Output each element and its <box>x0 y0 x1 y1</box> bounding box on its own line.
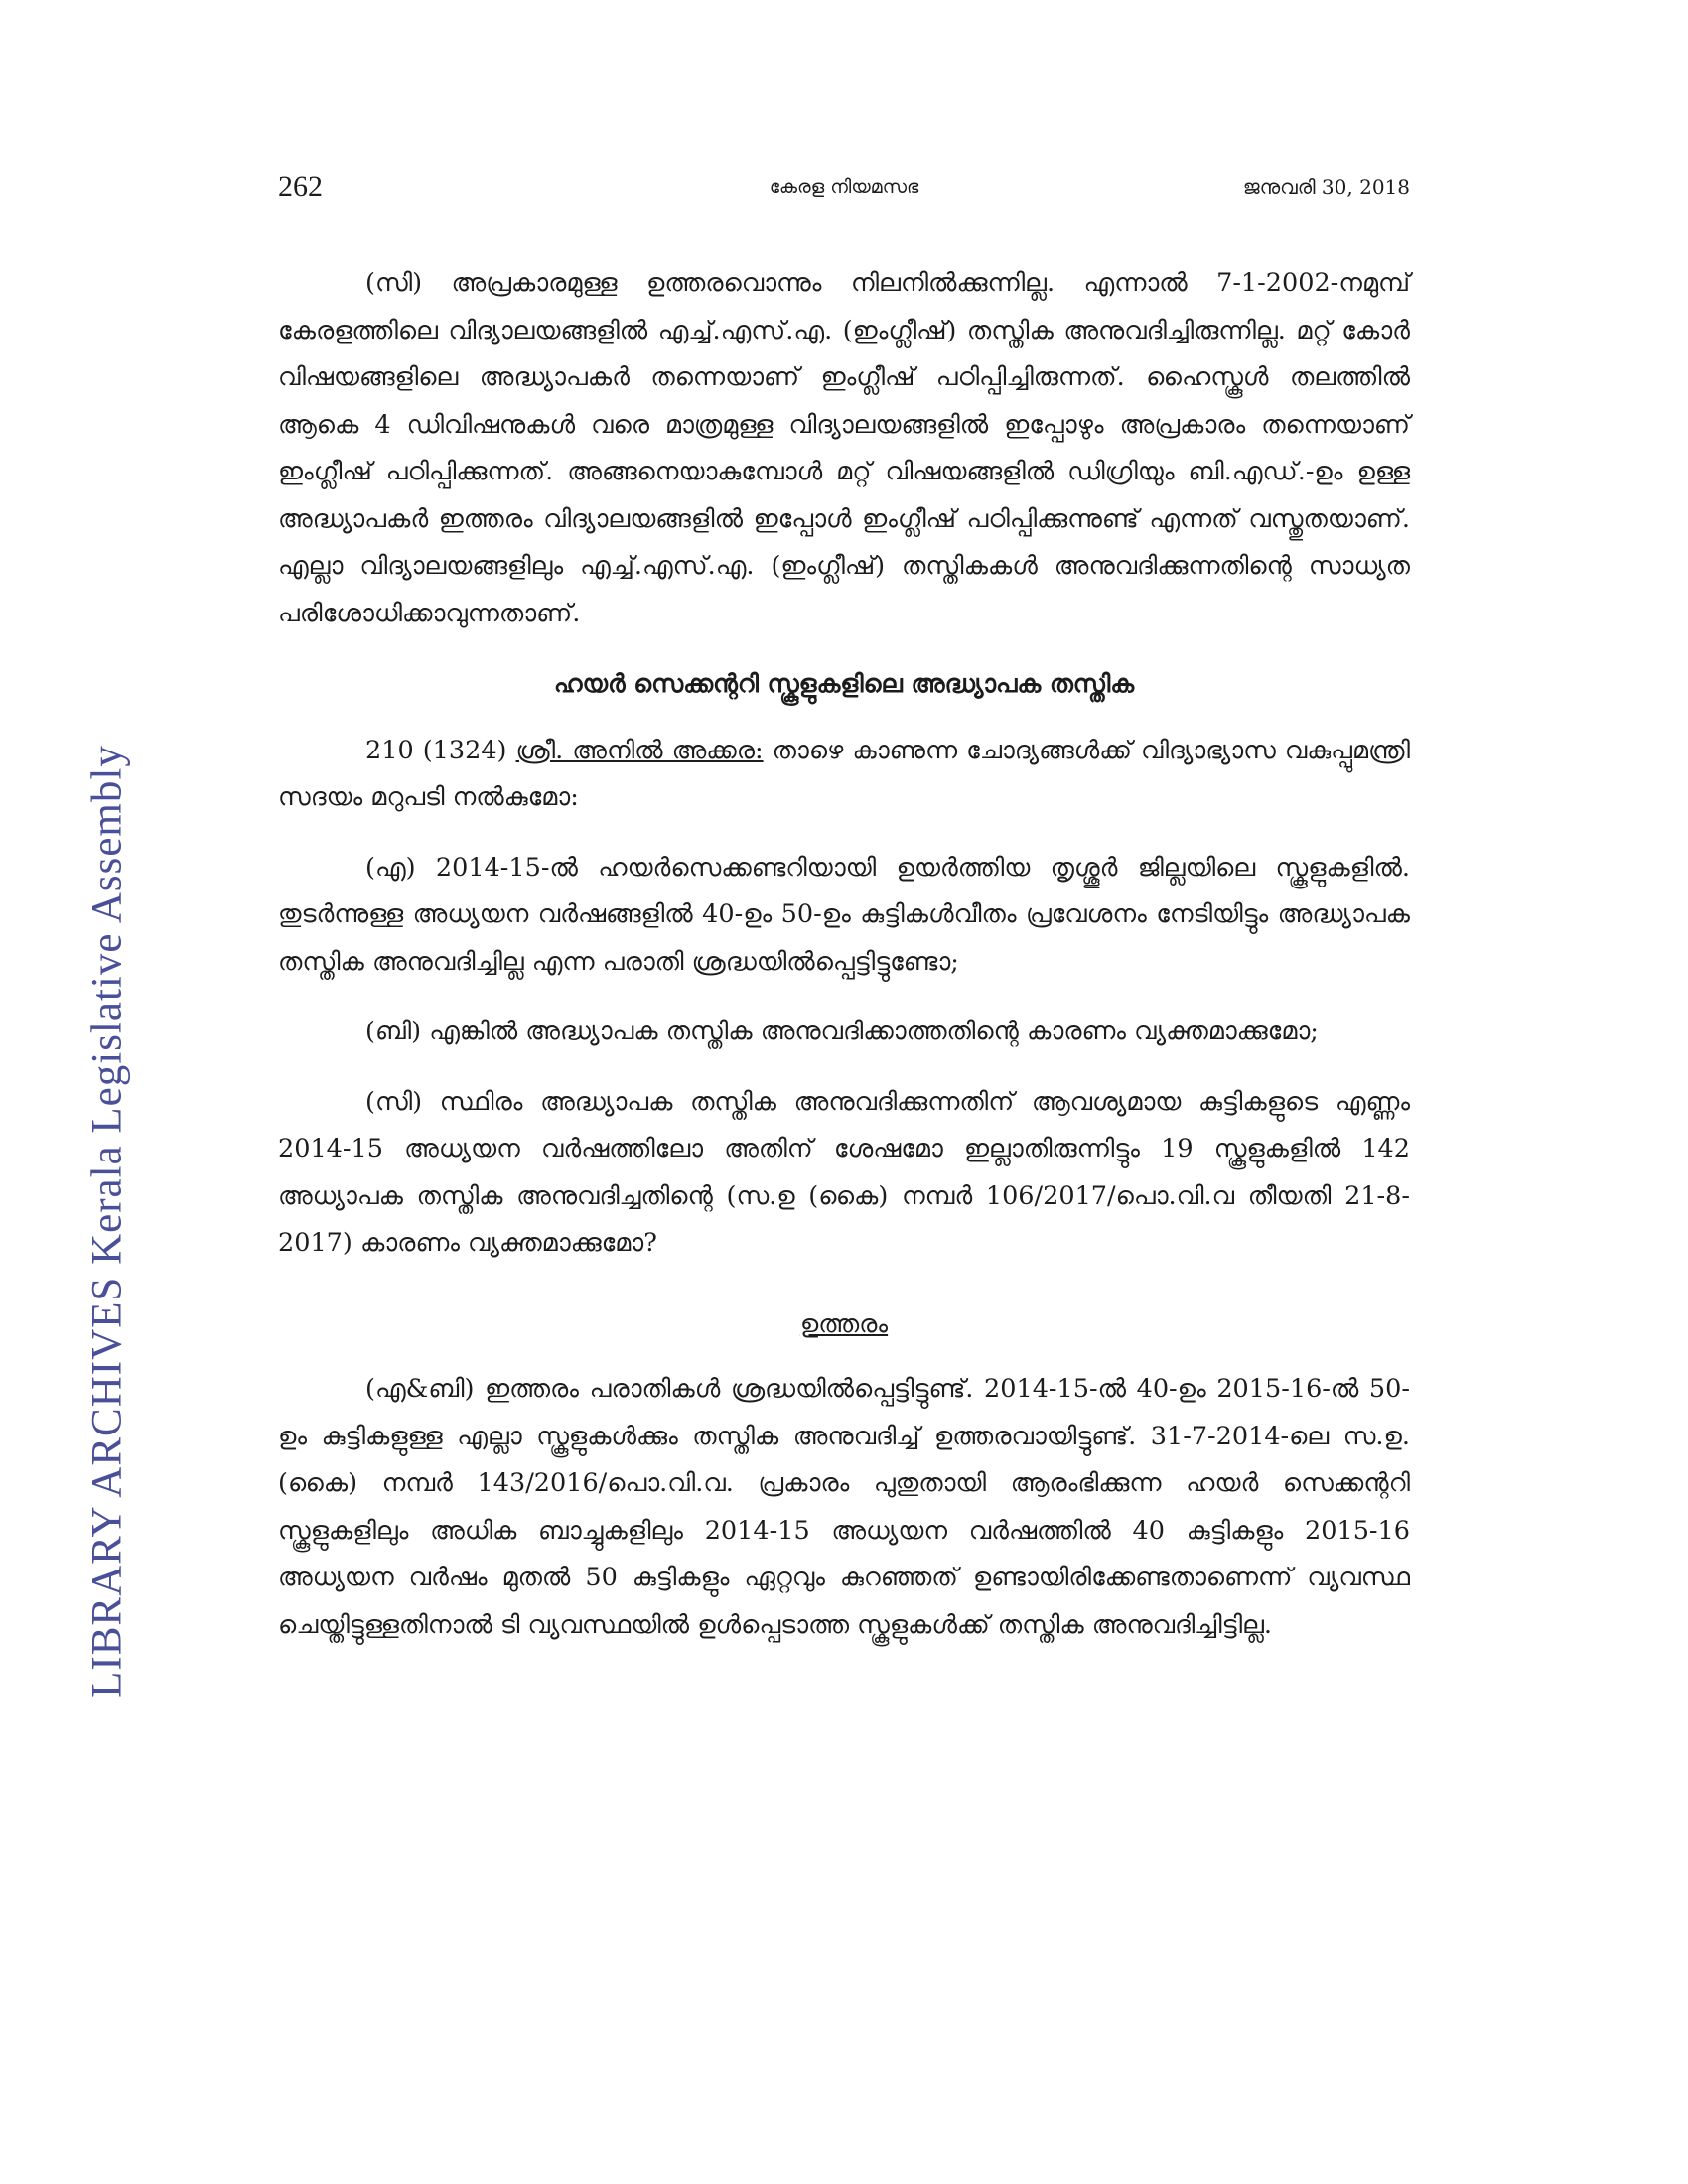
document-body <box>278 260 1410 1672</box>
archive-watermark: LIBRARY ARCHIVES Kerala Legislative Assembly <box>83 745 131 1698</box>
page-header <box>278 167 1410 206</box>
page-date: ജനുവരി 30, 2018 <box>1242 175 1410 199</box>
answer-paragraph: (എ&ബി) ഇത്തരം പരാതികൾ ശ്രദ്ധയിൽപ്പെട്ടിട്ടുണ്ട്. 2014-15-ൽ 40-ഉം 2015-16-ൽ 50-ഉം കുട്ടികളുള്ള എല്ലാ സ്കൂളുകൾക്കും തസ്തിക അനുവദിച്ച് ഉത്തരവായിട്ടുണ്ട്. 31-7-2014-ലെ സ.ഉ. (കൈ) നമ്പർ 143/2016/പൊ.വി.വ. പ്രകാരം പുതുതായി ആരംഭിക്കുന്ന ഹയർ സെക്കന്ററി സ്കൂളുകളിലും അധിക ബാച്ചുകളിലും 2014-15 അധ്യയന വർഷത്തിൽ 40 കുട്ടികളും 2015-16 അധ്യയന വർഷം മുതൽ 50 കുട്ടികളും ഏറ്റവും കുറഞ്ഞത് ഉണ്ടായിരിക്കേണ്ടതാണെന്ന് വ്യവസ്ഥ ചെയ്തിട്ടുള്ളതിനാൽ ടി വ്യവസ്ഥയിൽ ഉൾപ്പെടാത്ത സ്കൂളുകൾക്ക് തസ്തിക അനുവദിച്ചിട്ടില്ല. <box>278 1374 1410 1640</box>
question-number: 210 (1324) <box>365 735 507 765</box>
running-title: കേരള നിയമസഭ <box>769 176 919 198</box>
member-name: ശ്രീ. അനിൽ അക്കര: <box>515 735 764 765</box>
question-heading: ഹയർ സെക്കന്ററി സ്കൂളുകളിലെ അദ്ധ്യാപക തസ്തിക <box>553 669 1135 698</box>
question-intro-paragraph <box>278 728 1410 822</box>
answer-heading: ഉത്തരം <box>799 1308 889 1339</box>
question-intro-text: താഴെ കാണുന്ന ചോദ്യങ്ങൾക്ക് വിദ്യാഭ്യാസ വകുപ്പുമന്ത്രി സദയം മറുപടി നൽകുമോ: <box>278 735 1410 812</box>
answer-continuation-paragraph: (സി) അപ്രകാരമുള്ള ഉത്തരവൊന്നും നിലനിൽക്കുന്നില്ല. എന്നാൽ 7-1-2002-നമുമ്പ് കേരളത്തിലെ വിദ്യാലയങ്ങളിൽ എച്ച്.എസ്.എ. (ഇംഗ്ലീഷ്) തസ്തിക അനുവദിച്ചിരുന്നില്ല. മറ്റ് കോർ വിഷയങ്ങളിലെ അദ്ധ്യാപകർ തന്നെയാണ് ഇംഗ്ലീഷ് പഠിപ്പിച്ചിരുന്നത്. ഹൈസ്കൂൾ തലത്തിൽ ആകെ 4 ഡിവിഷനുകൾ വരെ മാത്രമുള്ള വിദ്യാലയങ്ങളിൽ ഇപ്പോഴും അപ്രകാരം തന്നെയാണ് ഇംഗ്ലീഷ് പഠിപ്പിക്കുന്നത്. അങ്ങനെയാകുമ്പോൾ മറ്റ് വിഷയങ്ങളിൽ ഡിഗ്രിയും ബി.എഡ്.-ഉം ഉള്ള അദ്ധ്യാപകർ ഇത്തരം വിദ്യാലയങ്ങളിൽ ഇപ്പോൾ ഇംഗ്ലീഷ് പഠിപ്പിക്കുന്നുണ്ട് എന്നത് വസ്തുതയാണ്. എല്ലാ വിദ്യാലയങ്ങളിലും എച്ച്.എസ്.എ. (ഇംഗ്ലീഷ്) തസ്തികകൾ അനുവദിക്കുന്നതിന്റെ സാധ്യത പരിശോധിക്കാവുന്നതാണ്. <box>278 268 1410 628</box>
page-number: 262 <box>278 170 323 203</box>
question-part-a: (എ) 2014-15-ൽ ഹയർസെക്കണ്ടറിയായി ഉയർത്തിയ തൃശ്ശൂർ ജില്ലയിലെ സ്കൂളുകളിൽ. തുടർന്നുള്ള അധ്യയന വർഷങ്ങളിൽ 40-ഉം 50-ഉം കുട്ടികൾവീതം പ്രവേശനം നേടിയിട്ടും അദ്ധ്യാപക തസ്തിക അനുവദിച്ചില്ല എന്ന പരാതി ശ്രദ്ധയിൽപ്പെട്ടിട്ടുണ്ടോ; <box>278 852 1410 977</box>
question-part-c: (സി) സ്ഥിരം അദ്ധ്യാപക തസ്തിക അനുവദിക്കുന്നതിന് ആവശ്യമായ കുട്ടികളുടെ എണ്ണം 2014-15 അധ്യയന വർഷത്തിലോ അതിന് ശേഷമോ ഇല്ലാതിരുന്നിട്ടും 19 സ്കൂളുകളിൽ 142 അധ്യാപക തസ്തിക അനുവദിച്ചതിന്റെ (സ.ഉ (കൈ) നമ്പർ 106/2017/പൊ.വി.വ തീയതി 21-8-2017) കാരണം വ്യക്തമാക്കുമോ? <box>278 1086 1410 1258</box>
question-part-b: (ബി) എങ്കിൽ അദ്ധ്യാപക തസ്തിക അനുവദിക്കാത്തതിന്റെ കാരണം വ്യക്തമാക്കുമോ; <box>365 1017 1319 1046</box>
